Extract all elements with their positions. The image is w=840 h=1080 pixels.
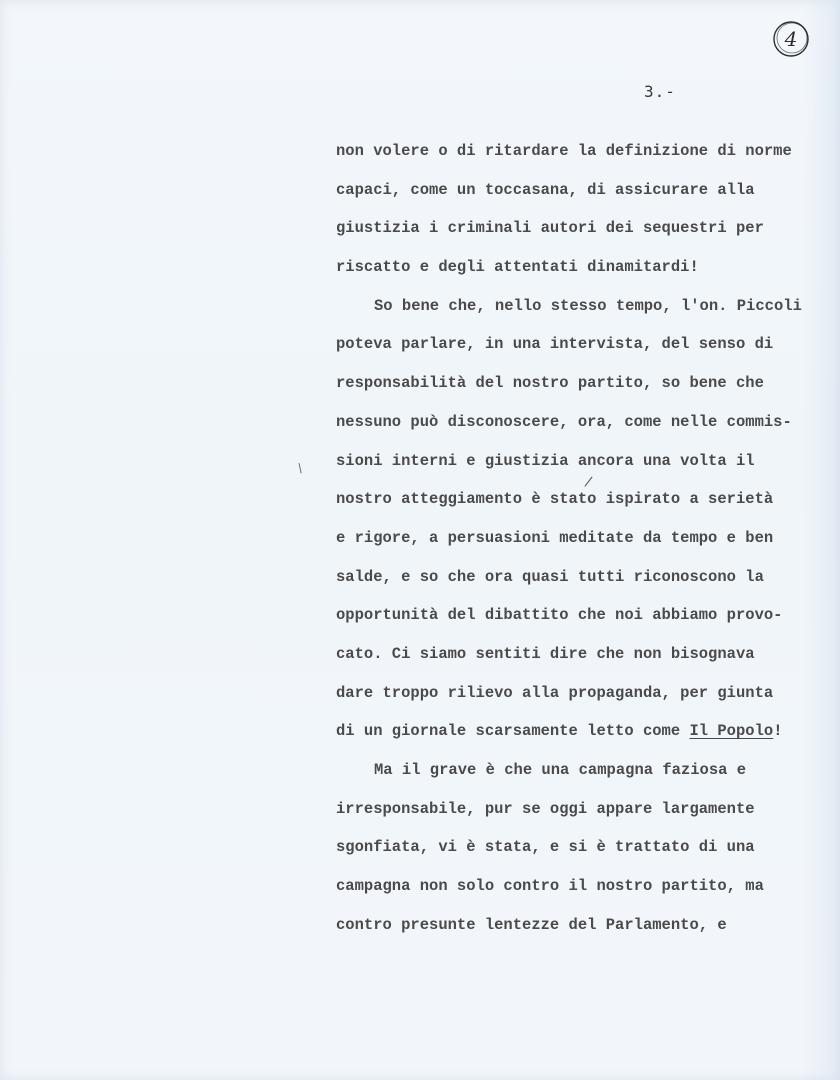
text-line: giustizia i criminali autori dei sequestri per	[336, 219, 764, 238]
text-line: sgonfiata, vi è stata, e si è trattato di una	[336, 838, 755, 857]
page-number: 3.-	[644, 82, 676, 101]
text-line: So bene che, nello stesso tempo, l'on. Piccoli	[374, 296, 802, 315]
body-text	[336, 138, 826, 950]
text-line: capaci, come un toccasana, di assicurare alla	[336, 180, 755, 199]
text-line: Ma il grave è che una campagna faziosa e	[374, 761, 747, 779]
text-line: e rigore, a persuasioni meditate da tempo e ben	[336, 528, 774, 547]
text-line: nostro atteggiamento è stato ispirato a serietà	[336, 490, 774, 509]
text-line: cato. Ci siamo sentiti dire che non bisognava	[336, 644, 755, 663]
text-line: nessuno può disconoscere, ora, come nelle commis-	[336, 412, 792, 431]
insertion-caret-mark: /	[583, 473, 594, 491]
text-line: dare troppo rilievo alla propaganda, per giunta	[336, 683, 774, 702]
stamp-number: 4	[784, 27, 798, 51]
text-line: riscatto e degli attentati dinamitardi!	[336, 258, 699, 277]
exclamation-mark: !	[773, 722, 783, 741]
text-line: salde, e so che ora quasi tutti riconoscono la	[336, 567, 764, 586]
margin-tick-mark: /	[294, 460, 306, 476]
text-line: sioni interni e giustizia ancora una volta il	[336, 451, 755, 470]
text-line: poteva parlare, in una intervista, del senso di	[336, 335, 774, 354]
text-line-with-title	[336, 718, 826, 757]
text-line: non volere o di ritardare la definizione di norme	[336, 142, 792, 160]
text-line: irresponsabile, pur se oggi appare largamente	[336, 799, 755, 818]
archive-stamp	[770, 18, 812, 60]
text-line: responsabilità del nostro partito, so bene che	[336, 374, 764, 393]
text-line: campagna non solo contro il nostro partito, ma	[336, 877, 764, 896]
newspaper-title: Il Popolo	[689, 722, 774, 741]
text-line: opportunità del dibattito che noi abbiamo provo-	[336, 606, 783, 625]
text-line: contro presunte lentezze del Parlamento, e	[336, 915, 727, 934]
text-line-start: di un giornale scarsamente letto come	[336, 722, 681, 741]
